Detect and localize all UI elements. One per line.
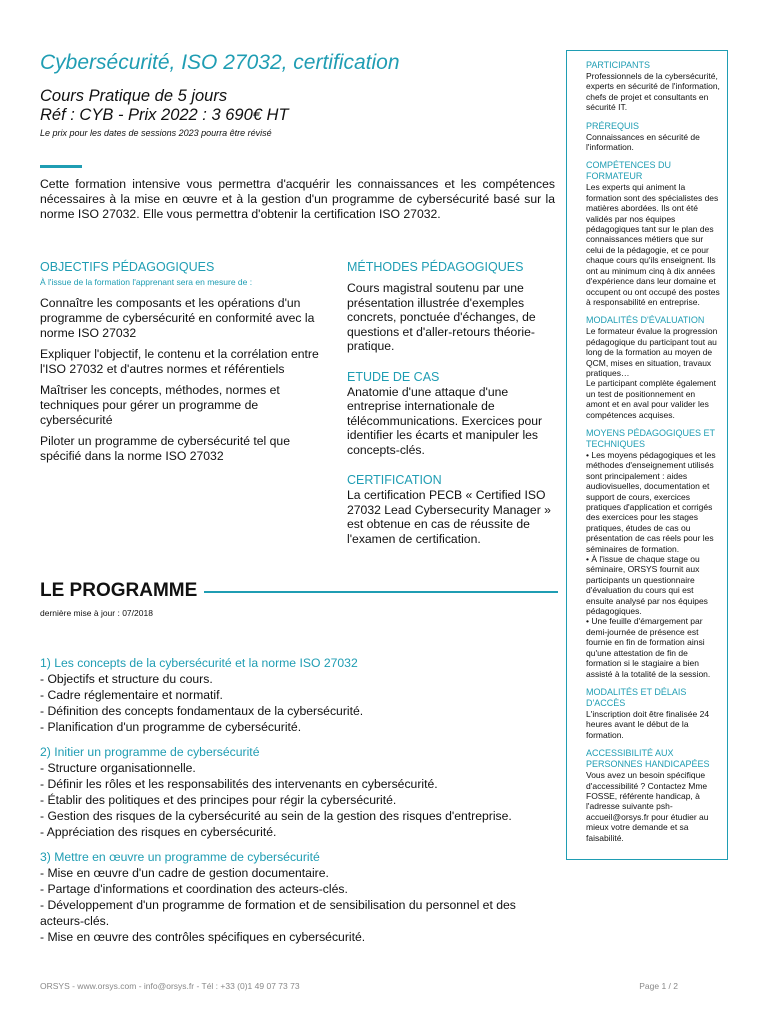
participants-block: [586, 60, 721, 113]
module-item: - Appréciation des risques en cybersécurité.: [40, 825, 277, 839]
module-item: - Objectifs et structure du cours.: [40, 672, 213, 686]
accessibility-text: Vous avez un besoin spécifique d'accessibilité ? Contactez Mme FOSSE, référente handicap, à l'adresse suivante psh-accueil@orsys.fr pour étudier au mieux votre demande et sa faisabilité.: [586, 770, 709, 843]
right-column: [347, 259, 560, 561]
course-title: Cybersécurité, ISO 27032, certification: [40, 51, 400, 74]
footer-contact: ORSYS - www.orsys.com - info@orsys.fr - Tél : +33 (0)1 49 07 73 73: [40, 981, 300, 991]
module-item: - Planification d'un programme de cybersécurité.: [40, 720, 302, 734]
accessibility-heading: ACCESSIBILITÉ AUX PERSONNES HANDICAPÉES: [586, 748, 710, 770]
info-sidebar: [566, 50, 728, 860]
access-block: [586, 687, 721, 740]
course-duration: Cours Pratique de 5 jours: [40, 87, 228, 105]
module-item: - Développement d'un programme de formation et de sensibilisation du personnel et des acteurs-clés.: [40, 898, 516, 928]
access-text: L'inscription doit être finalisée 24 heures avant le début de la formation.: [586, 708, 710, 740]
certification-heading: CERTIFICATION: [347, 473, 442, 487]
evaluation-heading: MODALITÉS D'ÉVALUATION: [586, 315, 705, 326]
page-number: Page 1 / 2: [639, 981, 678, 991]
module-item: - Cadre réglementaire et normatif.: [40, 688, 223, 702]
program-modules: [40, 655, 560, 954]
module-title: 3) Mettre en œuvre un programme de cybersécurité: [40, 850, 320, 864]
price-note: Le prix pour les dates de sessions 2023 pourra être révisé: [40, 128, 272, 138]
objective-item: Expliquer l'objectif, le contenu et la corrélation entre l'ISO 27032 et d'autres normes et référentiels: [40, 347, 319, 376]
module-item: - Mise en œuvre des contrôles spécifiques en cybersécurité.: [40, 930, 366, 944]
means-block: [586, 428, 721, 679]
objectives-heading: OBJECTIFS PÉDAGOGIQUES: [40, 260, 215, 274]
page-footer: [40, 981, 678, 991]
objective-item: Maîtriser les concepts, méthodes, normes et techniques pour gérer un programme de cybersécurité: [40, 383, 280, 427]
objective-item: Connaître les composants et les opérations d'un programme de cybersécurité en conformité avec la norme ISO 27032: [40, 296, 315, 340]
program-module: [40, 849, 560, 945]
access-heading: MODALITÉS ET DÉLAIS D'ACCÈS: [586, 686, 687, 708]
prerequisites-text: Connaissances en sécurité de l'information.: [586, 131, 700, 153]
certification-text: La certification PECB « Certified ISO 27032 Lead Cybersecurity Manager » est obtenue en cas de réussite de l'examen de certification.: [347, 488, 551, 546]
participants-text: Professionnels de la cybersécurité, experts en sécurité de l'information, chefs de projet et consultants en sécurité IT.: [586, 71, 720, 113]
trainer-block: [586, 160, 721, 307]
module-title: 2) Initier un programme de cybersécurité: [40, 745, 260, 759]
program-title-row: [40, 580, 558, 602]
case-study-heading: ETUDE DE CAS: [347, 369, 440, 384]
participants-heading: PARTICIPANTS: [586, 60, 651, 70]
program-title: LE PROGRAMME: [40, 580, 198, 601]
trainer-text: Les experts qui animent la formation sont des spécialistes des matières abordées. Ils ont été validés par nos équipes pédagogiques tant sur le plan des connaissances métiers que sur celui de la pédagogie, et ce pour chaque cours qu'ils enseignent. Ils ont au minimum cinq à dix années d'expérience dans leur domaine et occupent ou ont occupé des postes à responsabilité en entreprise.: [586, 182, 720, 307]
evaluation-text: Le participant complète également un test de positionnement en amont et en aval pour valider les compétences acquises.: [586, 378, 716, 420]
certification-section: [347, 472, 560, 546]
accent-divider: [40, 165, 82, 168]
means-item: • Les moyens pédagogiques et les méthodes d'enseignement utilisés sont principalement : aides audiovisuelles, documentation et support de cours, exercices pratiques d'application et corrigés des exercices pour les stages pratiques, études de cas ou présentation de cas réels pour les séminaires de formation.: [586, 449, 716, 554]
means-item: • À l'issue de chaque stage ou séminaire, ORSYS fournit aux participants un questionnaire d'évaluation du cours qui est ensuite analysé par nos équipes pédagogiques.: [586, 554, 708, 617]
case-study-section: [347, 369, 560, 458]
program-title-rule: [204, 591, 558, 593]
objectives-subheading: À l'issue de la formation l'apprenant sera en mesure de :: [40, 277, 253, 287]
module-item: - Établir des politiques et des principes pour régir la cybersécurité.: [40, 793, 397, 807]
module-title: 1) Les concepts de la cybersécurité et la norme ISO 27032: [40, 656, 358, 670]
module-item: - Définition des concepts fondamentaux de la cybersécurité.: [40, 704, 364, 718]
prerequisites-heading: PRÉREQUIS: [586, 120, 640, 131]
trainer-heading: COMPÉTENCES DU FORMATEUR: [586, 160, 672, 182]
program-module: [40, 655, 560, 735]
case-study-text: Anatomie d'une attaque d'une entreprise internationale de télécommunications. Exercices pour identifier les écarts et manipuler les concepts-clés.: [347, 384, 543, 457]
intro-paragraph: Cette formation intensive vous permettra d'acquérir les connaissances et les compétences nécessaires à la mise en œuvre et à la gestion d'un programme de cybersécurité basé sur la norme ISO 27032. Elle vous permettra d'obtenir la certification ISO 27032.: [40, 177, 555, 221]
program-module: [40, 744, 560, 840]
evaluation-text: Le formateur évalue la progression pédagogique du participant tout au long de la formation au moyen de QCM, mises en situation, travaux pratiques…: [586, 326, 718, 378]
objective-item: Piloter un programme de cybersécurité tel que spécifié dans la norme ISO 27032: [40, 434, 290, 463]
means-item: • Une feuille d'émargement par demi-journée de présence est fournie en fin de formation ainsi qu'une attestation de fin de formation si le stagiaire a bien assisté à la totalité de la session.: [586, 616, 711, 679]
prerequisites-block: [586, 121, 721, 153]
module-item: - Définir les rôles et les responsabilités des intervenants en cybersécurité.: [40, 777, 438, 791]
program-updated-date: dernière mise à jour : 07/2018: [40, 608, 153, 618]
module-item: - Partage d'informations et coordination des acteurs-clés.: [40, 882, 348, 896]
objectives-section: [40, 259, 325, 470]
module-item: - Mise en œuvre d'un cadre de gestion documentaire.: [40, 866, 329, 880]
course-reference-price: Réf : CYB - Prix 2022 : 3 690€ HT: [40, 106, 289, 124]
means-heading: MOYENS PÉDAGOGIQUES ET TECHNIQUES: [586, 427, 715, 449]
methods-text: Cours magistral soutenu par une présentation illustrée d'exemples concrets, ponctuée d'échanges, de questions et d'aller-retours théorie-pratique.: [347, 281, 536, 353]
accessibility-block: [586, 748, 721, 843]
methods-heading: MÉTHODES PÉDAGOGIQUES: [347, 260, 524, 274]
course-header: [40, 50, 560, 138]
module-item: - Structure organisationnelle.: [40, 761, 196, 775]
evaluation-block: [586, 315, 721, 420]
methods-section: [347, 259, 560, 354]
module-item: - Gestion des risques de la cybersécurité au sein de la gestion des risques d'entreprise.: [40, 809, 512, 823]
